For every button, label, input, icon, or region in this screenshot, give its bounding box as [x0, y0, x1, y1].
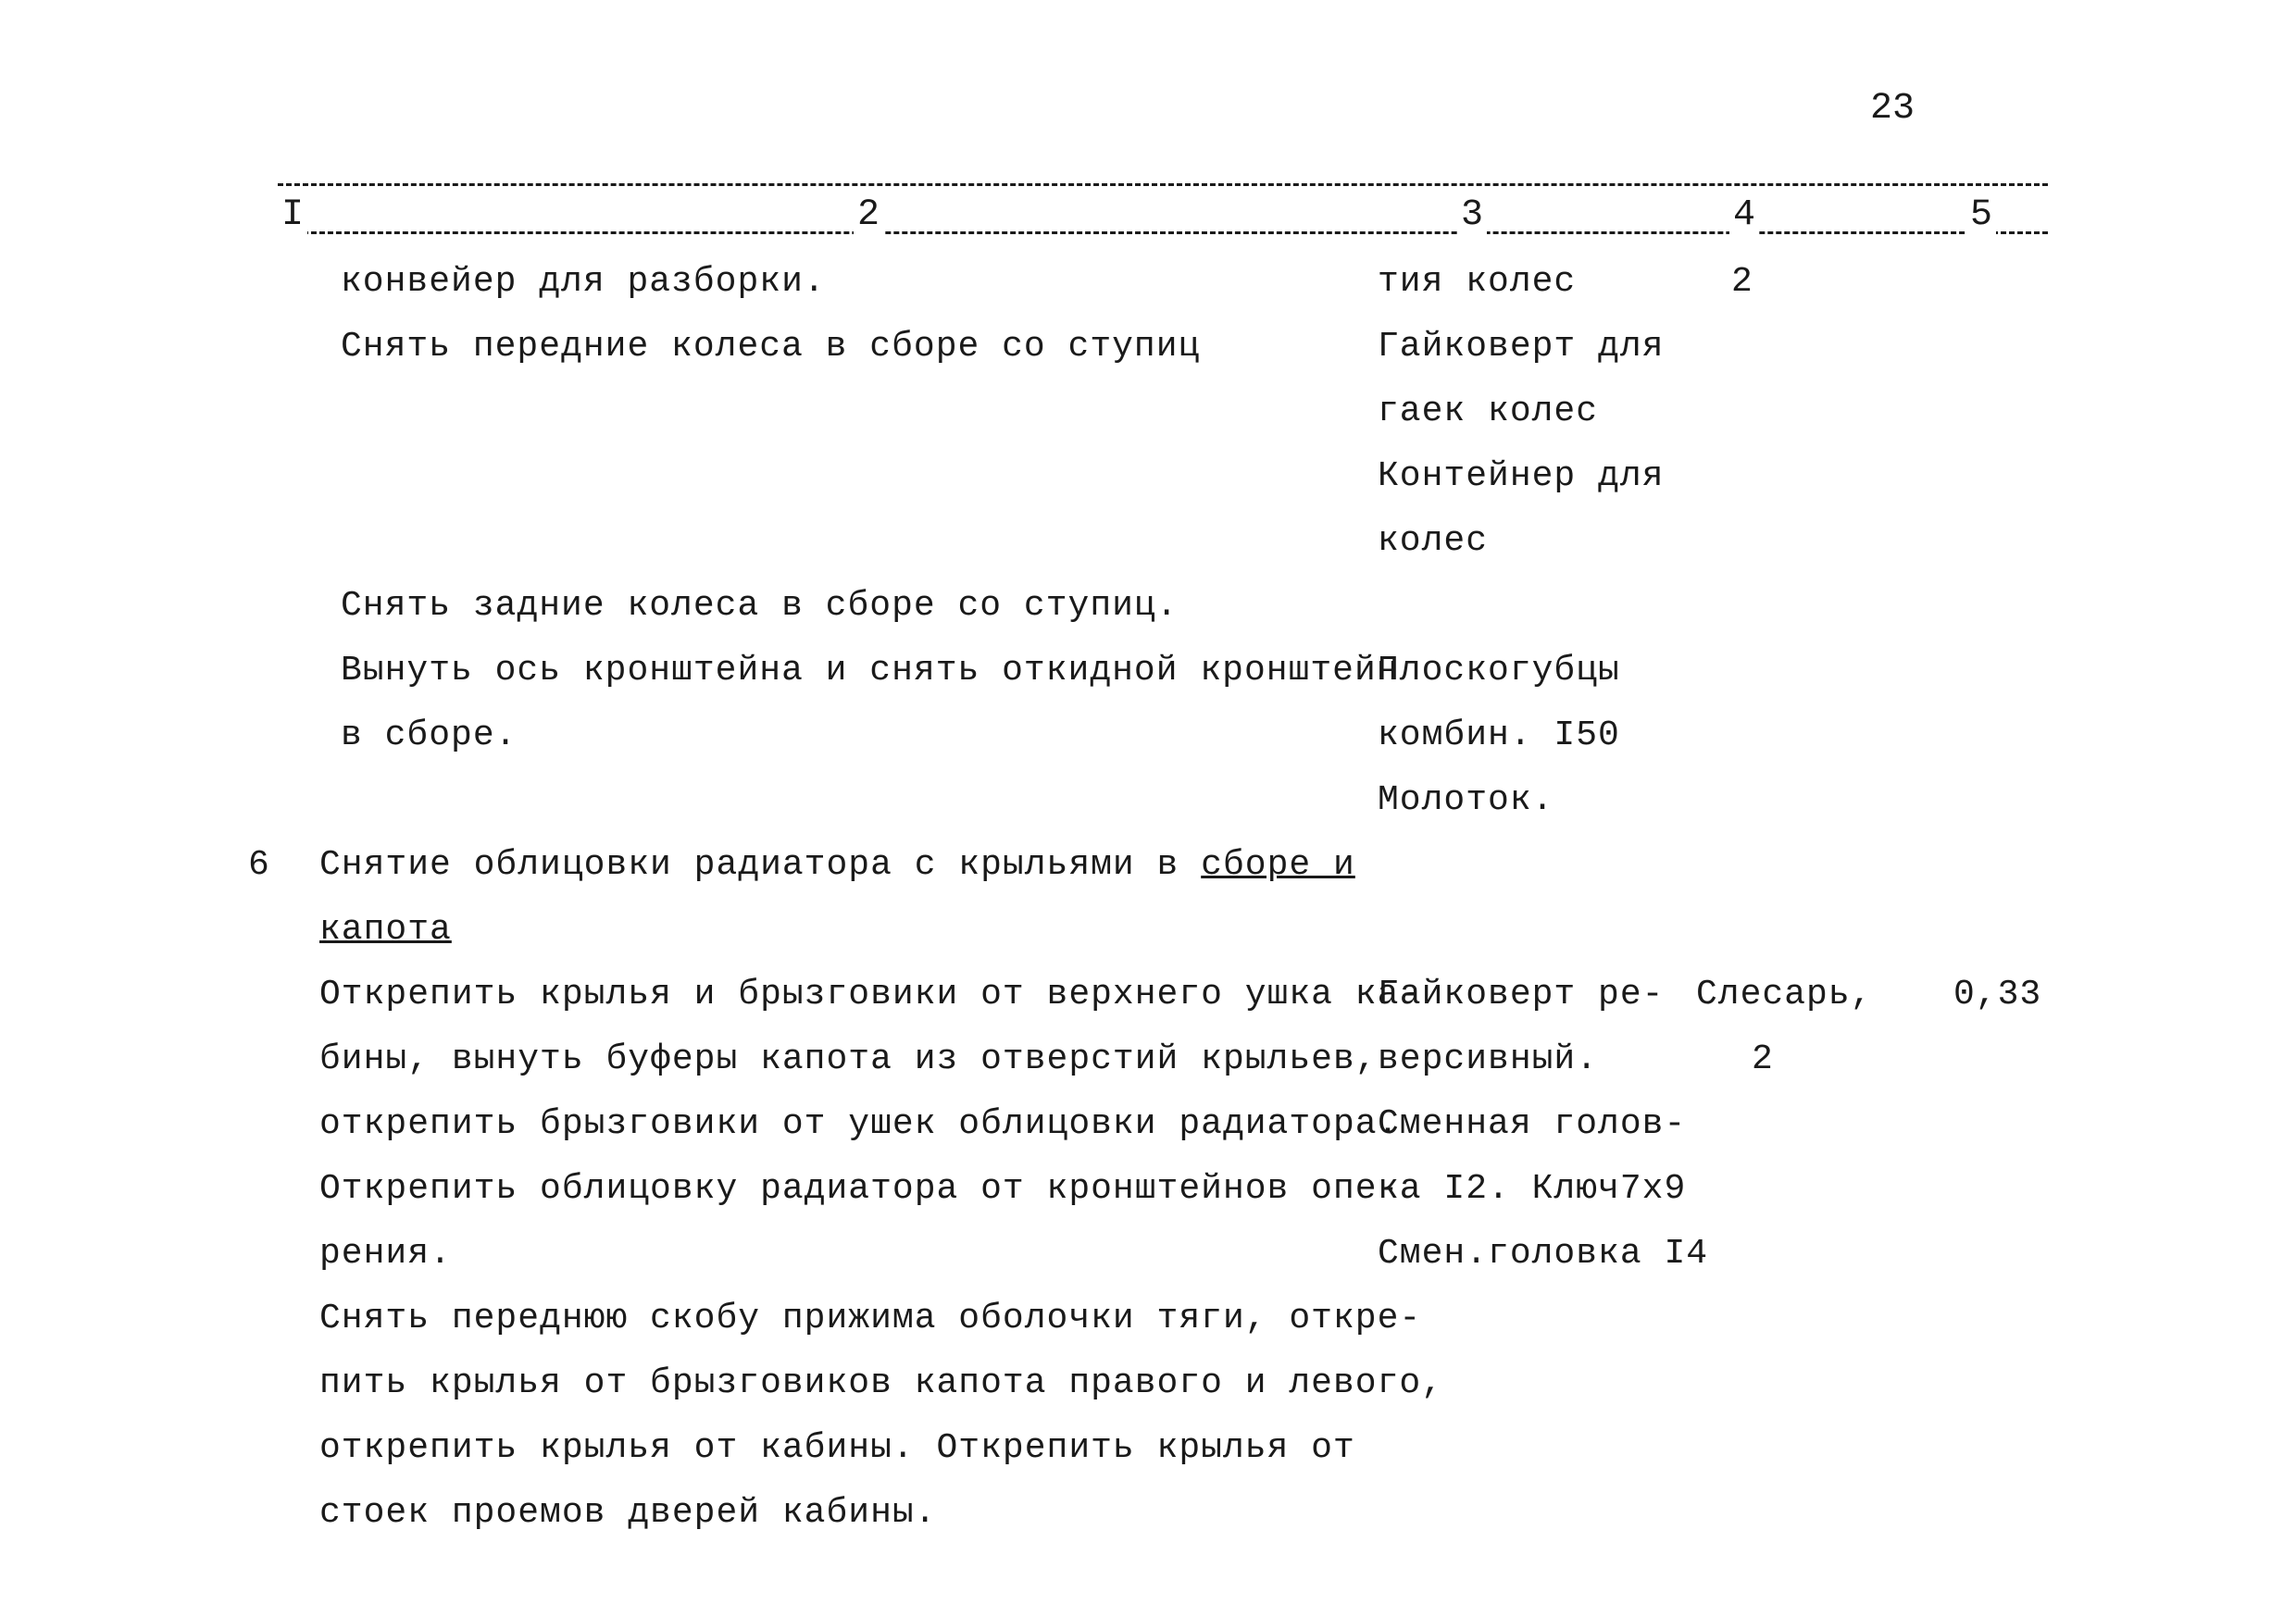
text-line: Снять передние колеса в сборе со ступиц — [341, 327, 1201, 367]
section-number: 6 — [248, 845, 269, 885]
text-line: Открепить крылья и брызговики от верхнего ушка ка- — [319, 975, 1422, 1014]
text-line: пить крылья от брызговиков капота правого и левого, — [319, 1363, 1443, 1403]
text-line: стоек проемов дверей кабины. — [319, 1493, 937, 1533]
tool-line: Сменная голов- — [1378, 1104, 1687, 1144]
worker-count: 2 — [1731, 262, 1753, 302]
tool-line: колес — [1378, 521, 1489, 561]
section-title-part: Снятие облицовки радиатора с крыльями в — [319, 845, 1179, 885]
tool-line: Контейнер для — [1378, 456, 1665, 496]
page-number: 23 — [1870, 88, 1915, 130]
tool-line: Гайковерт ре- — [1378, 975, 1665, 1014]
text-line: конвейер для разборки. — [341, 262, 826, 302]
text-line: Открепить облицовку радиатора от кронштейнов опе- — [319, 1169, 1400, 1209]
table-header-rule-bottom — [278, 231, 2048, 234]
worker-count: 2 — [1752, 1039, 1774, 1079]
text-line: открепить крылья от кабины. Открепить крылья от — [319, 1428, 1355, 1468]
table-header-rule-top — [278, 183, 2048, 186]
column-header-2: 2 — [854, 194, 883, 236]
section-title-line2: капота — [319, 910, 452, 950]
tool-line: тия колес — [1378, 262, 1577, 302]
text-line: Вынуть ось кронштейна и снять откидной кронштейн — [341, 651, 1399, 690]
column-header-3: 3 — [1457, 194, 1487, 236]
labor-time: 0,33 — [1953, 975, 2042, 1014]
tool-line: Плоскогубцы — [1378, 651, 1620, 690]
tool-line: Молоток. — [1378, 780, 1554, 820]
worker-profession: Слесарь, — [1696, 975, 1873, 1014]
tool-line: Гайковерт для — [1378, 327, 1665, 367]
section-title — [319, 845, 1355, 885]
tool-line: гаек колес — [1378, 392, 1599, 431]
text-line: Снять задние колеса в сборе со ступиц. — [341, 586, 1179, 626]
text-line: рения. — [319, 1234, 452, 1274]
text-line: открепить брызговики от ушек облицовки радиатора. — [319, 1104, 1400, 1144]
text-line: в сборе. — [341, 715, 518, 755]
tool-line: ка I2. Ключ7х9 — [1378, 1169, 1687, 1209]
column-header-1: I — [278, 194, 307, 236]
column-header-4: 4 — [1729, 194, 1759, 236]
text-line: Снять переднюю скобу прижима оболочки тяги, откре- — [319, 1299, 1422, 1338]
column-header-5: 5 — [1966, 194, 1996, 236]
text-line: бины, вынуть буферы капота из отверстий крыльев, — [319, 1039, 1378, 1079]
tool-line: версивный. — [1378, 1039, 1599, 1079]
tool-line: Смен.головка I4 — [1378, 1234, 1709, 1274]
section-title-underlined: сборе и — [1201, 845, 1355, 885]
tool-line: комбин. I50 — [1378, 715, 1620, 755]
